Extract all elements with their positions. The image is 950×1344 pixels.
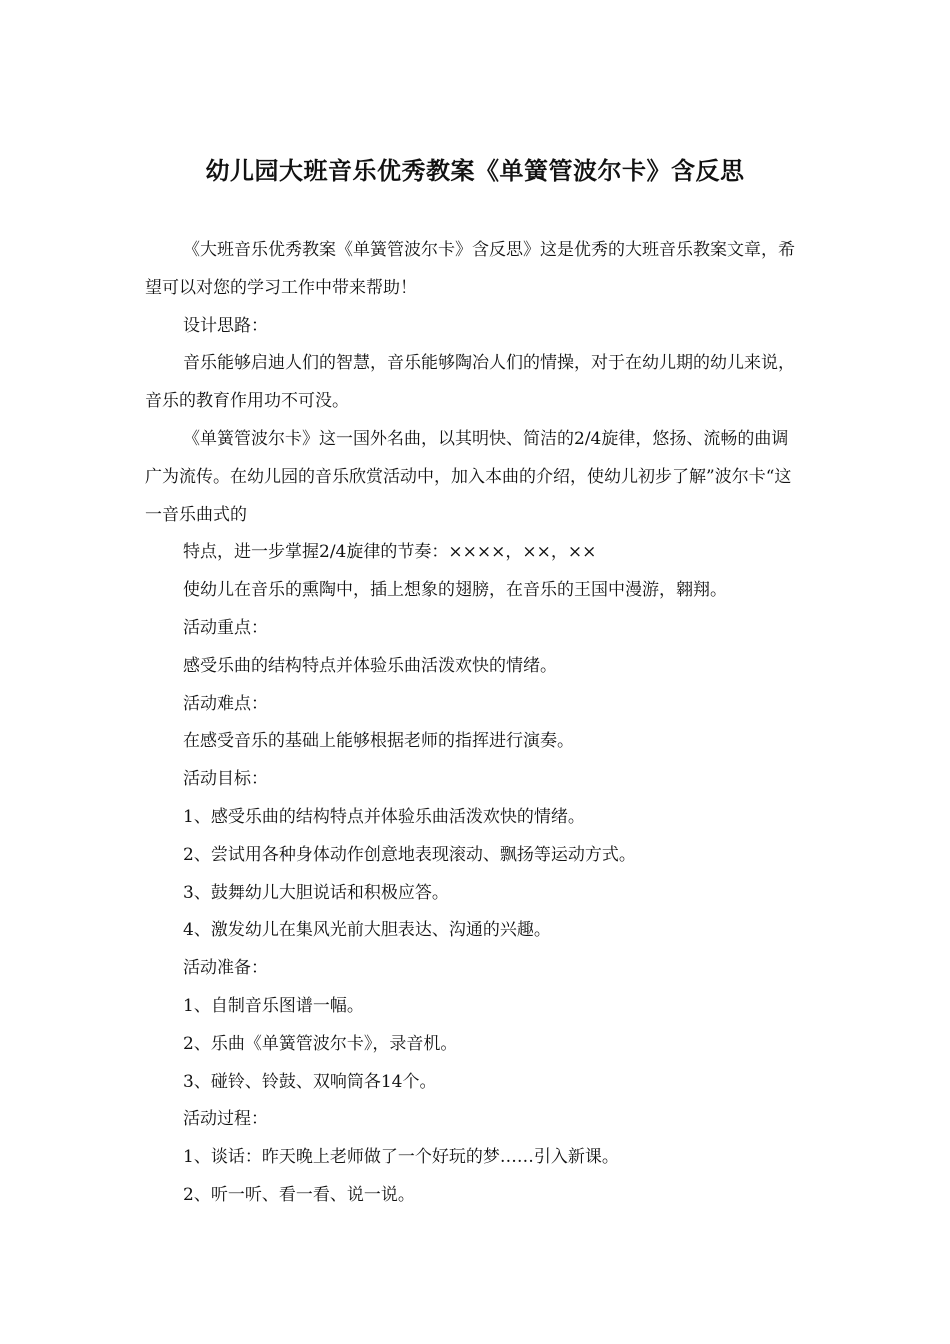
key-point-paragraph: 感受乐曲的结构特点并体验乐曲活泼欢快的情绪。 (183, 655, 557, 676)
section-heading-goals: 活动目标： (183, 769, 268, 790)
difficulty-paragraph: 在感受音乐的基础上能够根据老师的指挥进行演奏。 (183, 731, 574, 752)
preparation-item: 1、自制音乐图谱一幅。 (183, 995, 364, 1016)
design-paragraph: 特点，进一步掌握2/4旋律的节奏：××××，××，×× (183, 542, 597, 563)
section-heading-preparation: 活动准备： (183, 958, 268, 979)
section-heading-design: 设计思路： (183, 315, 268, 336)
document-title: 幼儿园大班音乐优秀教案《单簧管波尔卡》含反思 (205, 157, 745, 185)
design-paragraph: 使幼儿在音乐的熏陶中，插上想象的翅膀，在音乐的王国中漫游，翱翔。 (183, 580, 727, 601)
design-paragraph: 音乐能够启迪人们的智慧，音乐能够陶冶人们的情操，对于在幼儿期的幼儿来说，音乐的教育作用功不可没。 (145, 353, 795, 412)
section-heading-key-point: 活动重点： (183, 617, 268, 638)
preparation-item: 2、乐曲《单簧管波尔卡》，录音机。 (183, 1033, 458, 1054)
section-heading-process: 活动过程： (183, 1109, 268, 1130)
goal-item: 1、感受乐曲的结构特点并体验乐曲活泼欢快的情绪。 (183, 806, 585, 827)
goal-item: 4、激发幼儿在集风光前大胆表达、沟通的兴趣。 (183, 920, 551, 941)
section-heading-difficulty: 活动难点： (183, 693, 268, 714)
document-body (145, 232, 803, 1215)
preparation-item: 3、碰铃、铃鼓、双响筒各14个。 (183, 1071, 437, 1092)
goal-item: 3、鼓舞幼儿大胆说话和积极应答。 (183, 882, 449, 903)
goal-item: 2、尝试用各种身体动作创意地表现滚动、飘扬等运动方式。 (183, 844, 636, 865)
intro-paragraph: 《大班音乐优秀教案《单簧管波尔卡》含反思》这是优秀的大班音乐教案文章，希望可以对您的学习工作中带来帮助！ (145, 240, 795, 298)
process-item: 1、谈话：昨天晚上老师做了一个好玩的梦……引入新课。 (183, 1147, 619, 1168)
process-item: 2、听一听、看一看、说一说。 (183, 1184, 415, 1205)
design-paragraph: 《单簧管波尔卡》这一国外名曲，以其明快、简洁的2/4旋律，悠扬、流畅的曲调广为流传。在幼儿园的音乐欣赏活动中，加入本曲的介绍，使幼儿初步了解”波尔卡“这一音乐曲式的 (145, 428, 792, 525)
